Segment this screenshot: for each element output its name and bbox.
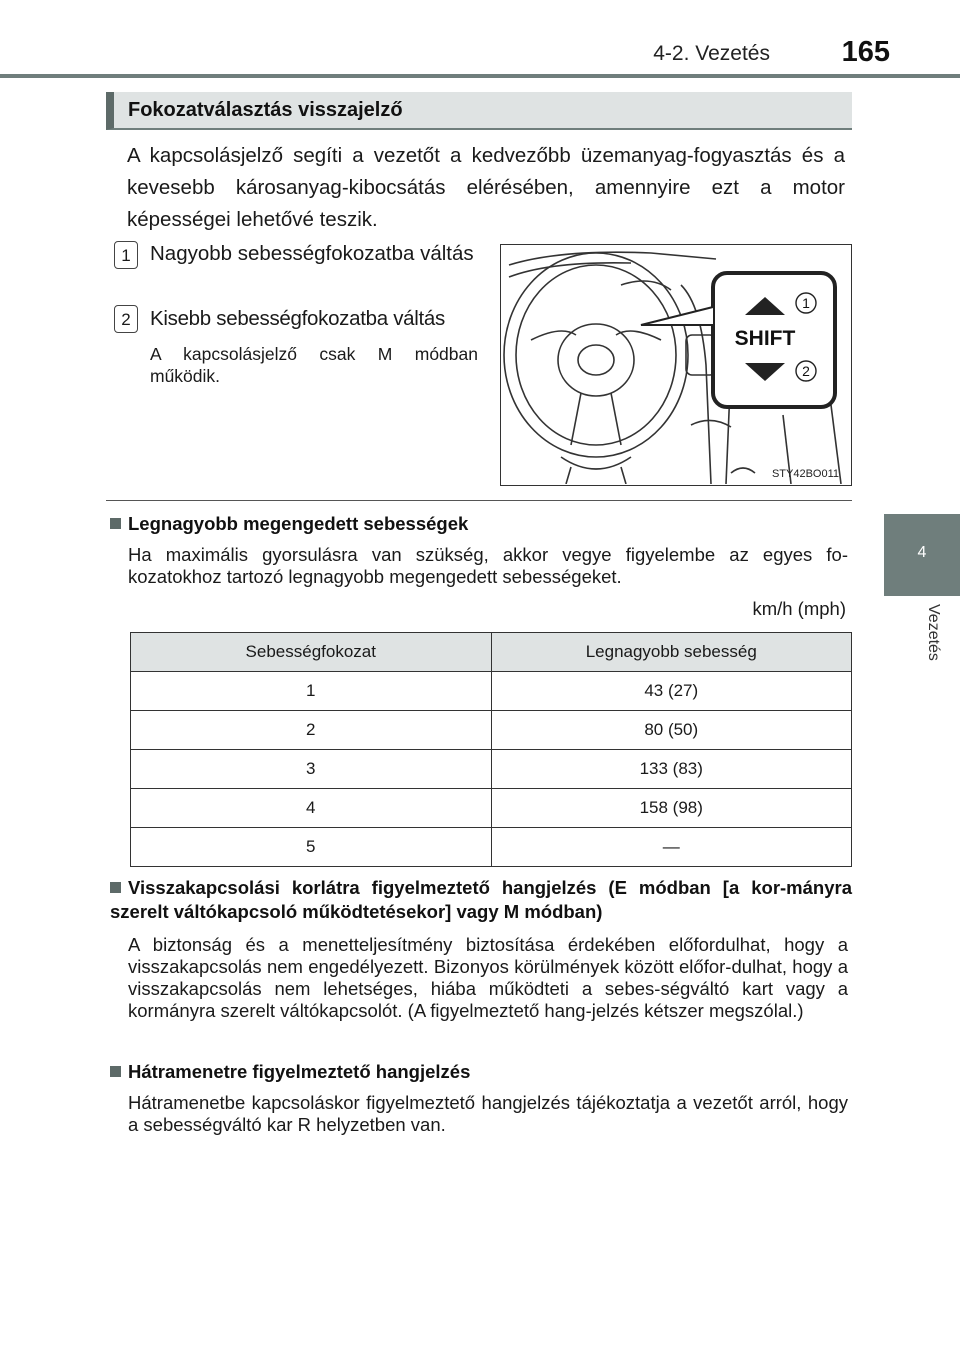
- table-row: [131, 672, 852, 711]
- table-row: [131, 789, 852, 828]
- item-number-2: 2: [114, 305, 138, 333]
- shift-label: SHIFT: [734, 327, 796, 350]
- item-number-1: 1: [114, 241, 138, 269]
- steering-wheel-drawing: [501, 245, 850, 484]
- table-row: [131, 828, 852, 867]
- speed-cell: 158 (98): [491, 789, 852, 828]
- callout-number-2: 2: [802, 363, 810, 379]
- max-speeds-heading: [110, 512, 850, 536]
- callout-number-1: 1: [802, 295, 810, 311]
- section-heading: [106, 92, 852, 130]
- max-speed-table: [130, 632, 852, 867]
- header-rule: [0, 74, 960, 78]
- gear-cell: 1: [131, 672, 492, 711]
- bullet-square-icon: [110, 518, 121, 529]
- column-header-gear: Sebességfokozat: [131, 633, 492, 672]
- speed-cell: 133 (83): [491, 750, 852, 789]
- column-header-max-speed: Legnagyobb sebesség: [491, 633, 852, 672]
- reverse-warning-body: Hátramenetbe kapcsoláskor figyelmeztető hangjelzés tájékoztatja a vezetőt arról, hogy a sebességváltó kar R helyzetben van.: [128, 1092, 848, 1135]
- downshift-warning-heading: [110, 876, 852, 924]
- table-row: [131, 711, 852, 750]
- bullet-square-icon: [110, 882, 121, 893]
- gear-cell: 5: [131, 828, 492, 867]
- reverse-warning-heading-text: Hátramenetre figyelmeztető hangjelzés: [128, 1061, 471, 1082]
- table-row: [131, 750, 852, 789]
- chapter-label: Vezetés: [925, 604, 942, 661]
- speed-cell: —: [491, 828, 852, 867]
- downshift-warning-heading-text: Visszakapcsolási korlátra figyelmeztető hangjelzés (E módban [a kor-mányra szerelt váltókapcsoló működtetésekor] vagy M módban): [110, 877, 852, 922]
- section-divider: [106, 500, 852, 501]
- gear-cell: 2: [131, 711, 492, 750]
- page-number: 165: [841, 36, 890, 68]
- max-speeds-body: Ha maximális gyorsulásra van szükség, akkor vegye figyelembe az egyes fo-kozatokhoz tartozó legnagyobb megengedett sebességeket.: [128, 544, 848, 587]
- table-header-row: [131, 633, 852, 672]
- gear-cell: 3: [131, 750, 492, 789]
- speed-cell: 80 (50): [491, 711, 852, 750]
- max-speeds-heading-text: Legnagyobb megengedett sebességek: [128, 513, 469, 534]
- item-downshift-label: Kisebb sebességfokozatba váltás: [150, 307, 445, 330]
- speed-unit: km/h (mph): [752, 598, 846, 619]
- dashboard-illustration: [500, 244, 852, 486]
- reverse-warning-heading: [110, 1060, 850, 1084]
- section-title: Fokozatválasztás visszajelző: [128, 99, 403, 121]
- chapter-number: 4: [917, 544, 927, 561]
- illustration-code: STY42BO011: [771, 468, 839, 480]
- header-section-title: 4-2. Vezetés: [653, 42, 770, 65]
- item-upshift-label: Nagyobb sebességfokozatba váltás: [150, 242, 474, 265]
- speed-cell: 43 (27): [491, 672, 852, 711]
- downshift-warning-body: A biztonság és a menetteljesítmény biztosítása érdekében előfordulhat, hogy a visszakapcsolás nem engedélyezett. Bizonyos körülmények között előfor-dulhat, hogy a visszakapcsolás nem lehetséges, hiába működteti a sebes-ségváltó kart vagy a kormányra szerelt váltókapcsolót. (A figyelmeztető hang-jelzés kétszer megszólal.): [128, 934, 848, 1021]
- bullet-square-icon: [110, 1066, 121, 1077]
- chapter-tab: [884, 514, 960, 596]
- gear-cell: 4: [131, 789, 492, 828]
- intro-paragraph: A kapcsolásjelző segíti a vezetőt a kedvezőbb üzemanyag-fogyasztás és a kevesebb károsanyag-kibocsátás elérésében, amennyire ezt a motor képességei lehetővé teszik.: [127, 144, 845, 231]
- m-mode-note: A kapcsolásjelző csak M módban működik.: [150, 344, 478, 386]
